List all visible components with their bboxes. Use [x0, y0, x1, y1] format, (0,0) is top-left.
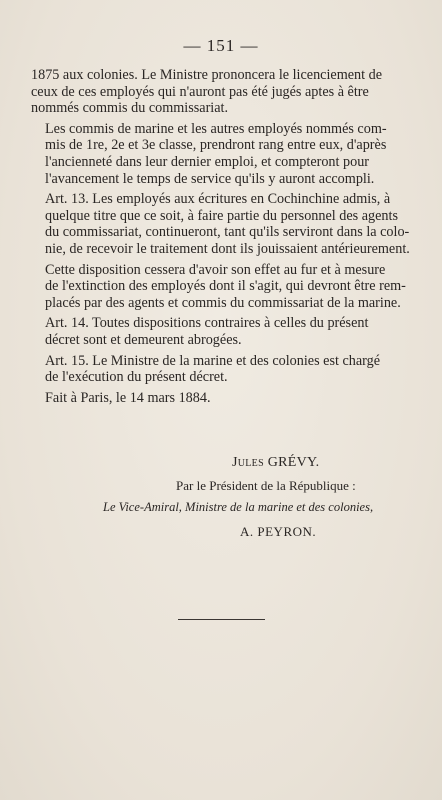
paragraph-disposition — [31, 262, 417, 312]
text-line: décret sont et demeurent abrogées. — [45, 331, 242, 348]
signature-title: Le Vice-Amiral, Ministre de la marine et des colonies, — [103, 500, 374, 514]
paragraph-continuation — [31, 67, 417, 117]
text-line: Fait à Paris, le 14 mars 1884. — [45, 389, 211, 406]
paragraph-article-14 — [31, 315, 417, 348]
text-line: Art. 15. Le Ministre de la marine et des colonies est chargé — [45, 352, 381, 369]
text-line: quelque titre que ce soit, à faire partie du personnel des agents — [45, 207, 398, 224]
text-line: nie, de recevoir le traitement dont ils jouissaient antérieurement. — [45, 240, 410, 257]
divider-rule — [178, 619, 265, 620]
text-line: du commissariat, continueront, tant qu'ils serviront dans la colo- — [45, 224, 410, 241]
page-number: — 151 — — [183, 36, 259, 55]
paragraph-article-15 — [31, 353, 417, 386]
text-line: l'avancement le temps de service qu'ils y auront accompli. — [45, 170, 375, 187]
text-line: ceux de ces employés qui n'auront pas été jugés aptes à être — [31, 83, 369, 100]
text-line: placés par des agents et commis du commissariat de la marine. — [45, 294, 401, 311]
body-text — [31, 67, 417, 410]
paragraph-article-13 — [31, 191, 417, 257]
paragraph-commis — [31, 121, 417, 187]
text-line: 1875 aux colonies. Le Ministre prononcera le licenciement de — [31, 67, 383, 83]
signature-name: Jules GRÉVY. — [232, 455, 320, 470]
text-line: l'ancienneté dans leur dernier emploi, et compteront pour — [45, 153, 370, 170]
text-line: de l'extinction des employés dont il s'agit, qui devront être rem- — [45, 278, 406, 295]
text-line: nommés commis du commissariat. — [31, 100, 229, 117]
text-line: Art. 14. Toutes dispositions contraires à celles du présent — [45, 315, 369, 332]
signature-minister: A. PEYRON. — [240, 524, 317, 539]
text-line: mis de 1re, 2e et 3e classe, prendront rang entre eux, d'après — [45, 137, 387, 154]
paragraph-date — [31, 390, 417, 407]
text-line: Les commis de marine et les autres employés nommés com- — [45, 120, 387, 137]
signature-by-line: Par le Président de la République : — [176, 478, 356, 493]
text-line: Art. 13. Les employés aux écritures en Cochinchine admis, à — [45, 191, 391, 208]
text-line: de l'exécution du présent décret. — [45, 369, 228, 386]
text-line: Cette disposition cessera d'avoir son effet au fur et à mesure — [45, 261, 386, 278]
